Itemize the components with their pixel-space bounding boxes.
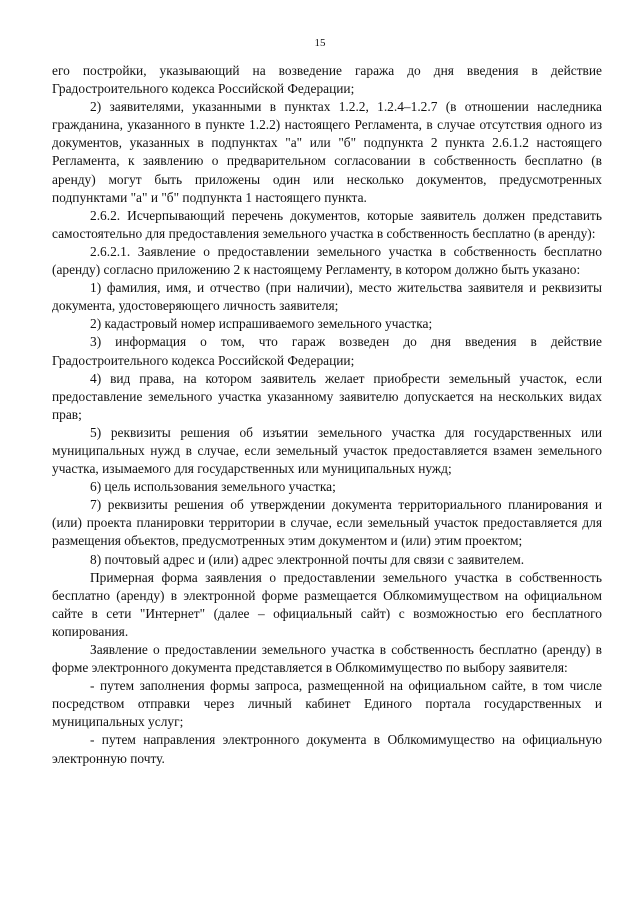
paragraph-11: 7) реквизиты решения об утверждении документа территориального планирования и (или) проекта планировки территории в случае, если земельный участок предоставляется для размещения объектов, предусмотренных этим документом и (или) этим проектом; — [52, 497, 602, 549]
paragraph-13: Примерная форма заявления о предоставлении земельного участка в собственность бесплатно (аренду) в электронной форме размещается Облкомимуществом на официальном сайте в сети "Интернет" (далее – официальный сайт) с возможностью его бесплатного копирования. — [52, 569, 602, 639]
paragraph-8: 4) вид права, на котором заявитель желает приобрести земельный участок, если предоставление земельного участка указанному заявителю допускается на нескольких видах прав; — [52, 370, 602, 422]
paragraph-15: - путем заполнения формы запроса, размещенной на официальном сайте, в том числе посредством отправки через личный кабинет Единого портала государственных и муниципальных услуг; — [52, 678, 602, 730]
paragraph-2: 2) заявителями, указанными в пунктах 1.2.2, 1.2.4–1.2.7 (в отношении наследника гражданина, указанного в пункте 1.2.2) настоящего Регламента, в случае отсутствия одного из документов, указанных в подпунктах "а" или "б" подпункта 2 пункта 2.6.1.2 настоящего Регламента, к заявлению о предварительном согласовании в собственность бесплатно (в аренду) могут быть приложены один или несколько документов, предусмотренных подпунктами "а" и "б" подпункта 1 настоящего пункта. — [52, 99, 602, 205]
document-body — [52, 62, 602, 768]
paragraph-5: 1) фамилия, имя, и отчество (при наличии), место жительства заявителя и реквизиты документа, удостоверяющего личность заявителя; — [52, 280, 602, 314]
paragraph-9: 5) реквизиты решения об изъятии земельного участка для государственных или муниципальных нужд в случае, если земельный участок предоставляется взамен земельного участка, изымаемого для государственных или муниципальных нужд; — [52, 424, 602, 477]
paragraph-16: - путем направления электронного документа в Облкомимущество на официальную электронную почту. — [52, 732, 602, 766]
paragraph-10: 6) цель использования земельного участка; — [90, 479, 336, 495]
paragraph-14: Заявление о предоставлении земельного участка в собственность бесплатно (аренду) в форме электронного документа представляется в Облкомимущество по выбору заявителя: — [52, 642, 602, 676]
paragraph-6: 2) кадастровый номер испрашиваемого земельного участка; — [90, 316, 433, 332]
paragraph-12: 8) почтовый адрес и (или) адрес электронной почты для связи с заявителем. — [90, 551, 525, 567]
page-number: 15 — [314, 37, 326, 49]
paragraph-1: его постройки, указывающий на возведение гаража до дня введения в действие Градостроительного кодекса Российской Федерации; — [52, 63, 602, 97]
paragraph-7: 3) информация о том, что гараж возведен до дня введения в действие Градостроительного кодекса Российской Федерации; — [52, 334, 602, 368]
paragraph-4: 2.6.2.1. Заявление о предоставлении земельного участка в собственность бесплатно (аренду) согласно приложению 2 к настоящему Регламенту, в котором должно быть указано: — [52, 243, 602, 278]
paragraph-3: 2.6.2. Исчерпывающий перечень документов, которые заявитель должен представить самостоятельно для предоставления земельного участка в собственность бесплатно (в аренду): — [52, 207, 602, 241]
